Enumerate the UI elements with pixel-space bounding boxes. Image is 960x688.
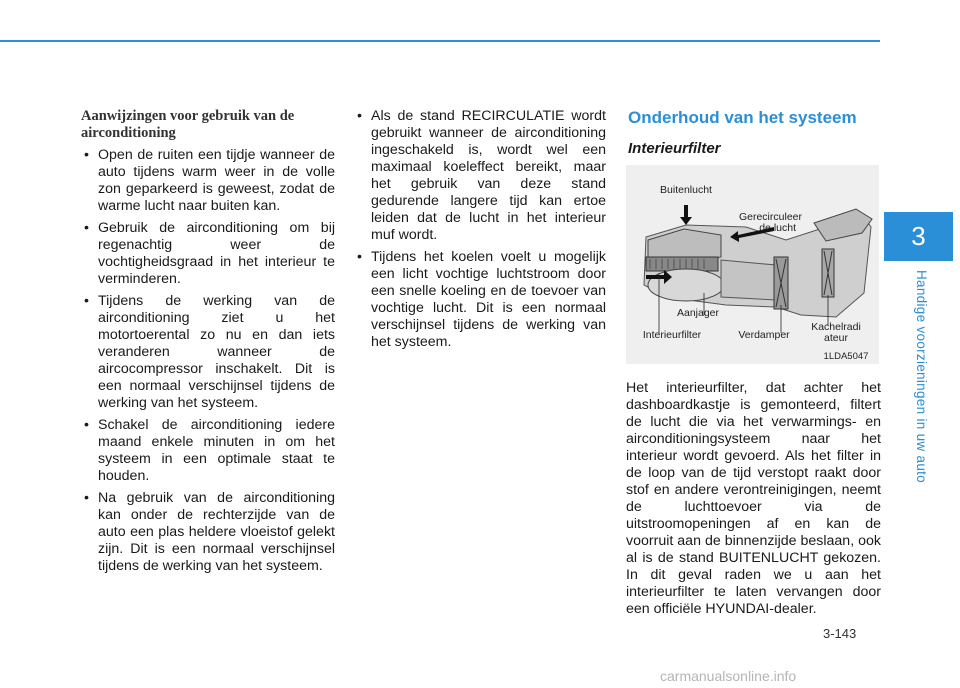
subsection-title: Interieurfilter	[628, 140, 721, 157]
chapter-number: 3	[911, 221, 926, 251]
recirculated-air-label-2: de lucht	[759, 222, 796, 234]
diagram-code: 1LDA5047	[823, 351, 869, 362]
list-item: • Na gebruik van de airconditioning kan onder de rechterzijde van de auto een plas heldere vloeistof gelekt zijn. Dit is een normaal verschijnsel tijdens de werking van het systeem.	[81, 490, 335, 575]
cabin-filter-label: Interieurfilter	[642, 329, 702, 341]
list-item: • Tijdens het koelen voelt u mogelijk een licht vochtige luchtstroom door een snelle koeling en de toevoer van vochtige lucht. Dit is een normaal verschijnsel tijdens de werking van het systeem.	[354, 249, 606, 351]
page-number: 3-143	[823, 626, 857, 641]
ac-tips-heading: Aanwijzingen voor gebruik van de airconditioning	[81, 108, 295, 141]
evaporator-label: Verdamper	[738, 329, 790, 341]
list-item: • Schakel de airconditioning iedere maand enkele minuten in om het systeem in een optimale staat te houden.	[81, 417, 335, 485]
list-item: • Als de stand RECIRCULATIE wordt gebruikt wanneer de airconditioning ingeschakeld is, wordt wel een maximaal koeleffect bereikt, maar het gebruik van deze stand gedurende langere tijd kan ertoe leiden dat de lucht in het interieur muf wordt.	[354, 108, 606, 244]
right-column	[626, 108, 881, 618]
list-item: • Open de ruiten een tijdje wanneer de auto tijdens warm weer in de volle zon geparkeerd is geweest, zodat de warme lucht naar buiten kan.	[81, 147, 335, 215]
outside-air-label: Buitenlucht	[660, 184, 712, 196]
middle-column	[354, 108, 606, 356]
ac-tips-list	[81, 147, 335, 575]
heater-core-label-1: Kachelradi	[811, 321, 861, 333]
recirculated-air-label-1: Gerecirculeer	[738, 211, 802, 223]
chapter-title: Handige voorzieningen in uw auto	[914, 270, 929, 483]
heater-core-label-2: ateur	[824, 332, 848, 344]
ac-tips-list-continued	[354, 108, 606, 351]
list-item: • Tijdens de werking van de airconditioning ziet u het motortoerental zo nu en dan iets veranderen wanneer de aircocompressor inschakelt. Dit is een normaal verschijnsel tijdens de werking van het systeem.	[81, 293, 335, 412]
watermark: carmanualsonline.info	[660, 668, 797, 684]
section-title: Onderhoud van het systeem	[628, 108, 857, 127]
chapter-tab	[884, 212, 953, 261]
left-column	[81, 108, 335, 580]
blower-label: Aanjager	[676, 307, 720, 319]
top-rule	[0, 40, 880, 42]
list-item: • Gebruik de airconditioning om bij regenachtig weer de vochtigheidsgraad in het interieur te verminderen.	[81, 220, 335, 288]
hvac-diagram	[626, 165, 879, 364]
cabin-filter-paragraph: Het interieurfilter, dat achter het dashboardkastje is gemonteerd, filtert de lucht die via het verwarmings- en airconditioningsysteem naar het interieur wordt gevoerd. Als het filter in de loop van de tijd verstopt raakt door stof en andere verontreinigingen, neemt de luchttoevoer via de uitstroomopeningen af en kan de voorruit aan de binnenzijde beslaan, ook al is de stand BUITENLUCHT gekozen. In dit geval raden we u aan het interieurfilter te laten vervangen door een officiële HYUNDAI-dealer.	[626, 380, 881, 617]
